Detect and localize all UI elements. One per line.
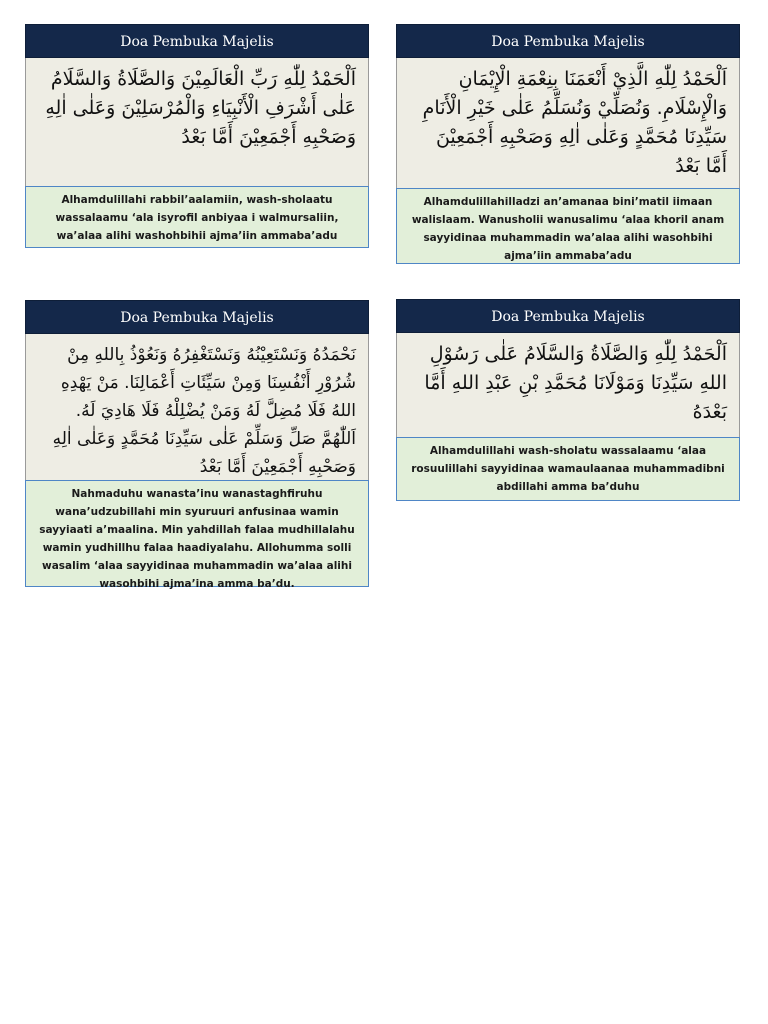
- prayer-card-1: [25, 24, 369, 248]
- card-title: Doa Pembuka Majelis: [396, 299, 740, 333]
- prayer-card-4: [396, 299, 740, 501]
- arabic-text: اَلْحَمْدُ لِلّٰهِ الَّذِيْ أَنْعَمَنَا بِنِعْمَةِ الْإِيْمَانِ وَالْإِسْلَامِ. وَنُصَلِّيْ وَنُسَلِّمُ عَلٰى خَيْرِ الْأَنَامِ سَيِّدِنَا مُحَمَّدٍ وَعَلٰى اٰلِهِ وَصَحْبِهِ أَجْمَعِيْنَ أَمَّا بَعْدُ: [396, 58, 740, 188]
- card-title: Doa Pembuka Majelis: [25, 24, 369, 58]
- card-title: Doa Pembuka Majelis: [25, 300, 369, 334]
- card-title: Doa Pembuka Majelis: [396, 24, 740, 58]
- transliteration-text: Alhamdulillahilladzi an’amanaa bini’matil iimaan walislaam. Wanusholii wanusalimu ‘alaa khoril anam sayyidinaa muhammadin wa’alaa alihi wasohbihi ajma’iin ammaba’adu: [396, 188, 740, 264]
- arabic-text: اَلْحَمْدُ لِلّٰهِ وَالصَّلَاةُ وَالسَّلَامُ عَلٰى رَسُوْلِ اللهِ سَيِّدِنَا وَمَوْلَانَا مُحَمَّدِ بْنِ عَبْدِ اللهِ أَمَّا بَعْدَهُ: [396, 333, 740, 437]
- arabic-text: نَحْمَدُهُ وَنَسْتَعِيْنُهُ وَنَسْتَغْفِرُهُ وَنَعُوْذُ بِاللهِ مِنْ شُرُوْرِ أَنْفُسِنَا وَمِنْ سَيِّئَاتِ أَعْمَالِنَا. مَنْ يَهْدِهِ اللهُ فَلَا مُضِلَّ لَهُ وَمَنْ يُضْلِلْهُ فَلَا هَادِيَ لَهُ. اَللّٰهُمَّ صَلِّ وَسَلِّمْ عَلٰى سَيِّدِنَا مُحَمَّدٍ وَعَلٰى اٰلِهِ وَصَحْبِهِ أَجْمَعِيْنَ أَمَّا بَعْدُ: [25, 334, 369, 480]
- transliteration-text: Nahmaduhu wanasta’inu wanastaghfiruhu wana’udzubillahi min syuruuri anfusinaa wamin sayyiaati a’maalina. Min yahdillah falaa mudhillalahu wamin yudhillhu falaa haadiyalahu. Allohumma solli wasalim ‘alaa sayyidinaa muhammadin wa’alaa alihi wasohbihi ajma’ina amma ba’du.: [25, 480, 369, 587]
- prayer-card-2: [396, 24, 740, 264]
- arabic-text: اَلْحَمْدُ لِلّٰهِ رَبِّ الْعَالَمِيْنَ وَالصَّلَاةُ وَالسَّلَامُ عَلٰى أَشْرَفِ الْأَنْبِيَاءِ وَالْمُرْسَلِيْنَ وَعَلٰى اٰلِهِ وَصَحْبِهِ أَجْمَعِيْنَ أَمَّا بَعْدُ: [25, 58, 369, 186]
- prayer-card-3: [25, 300, 369, 590]
- transliteration-text: Alhamdulillahi wash-sholatu wassalaamu ‘alaa rosuulillahi sayyidinaa wamaulaanaa muhammadibni abdillahi amma ba’duhu: [396, 437, 740, 501]
- transliteration-text: Alhamdulillahi rabbil’aalamiin, wash-sholaatu wassalaamu ‘ala isyrofil anbiyaa i walmursaliin, wa’alaa alihi washohbihii ajma’iin ammaba’adu: [25, 186, 369, 248]
